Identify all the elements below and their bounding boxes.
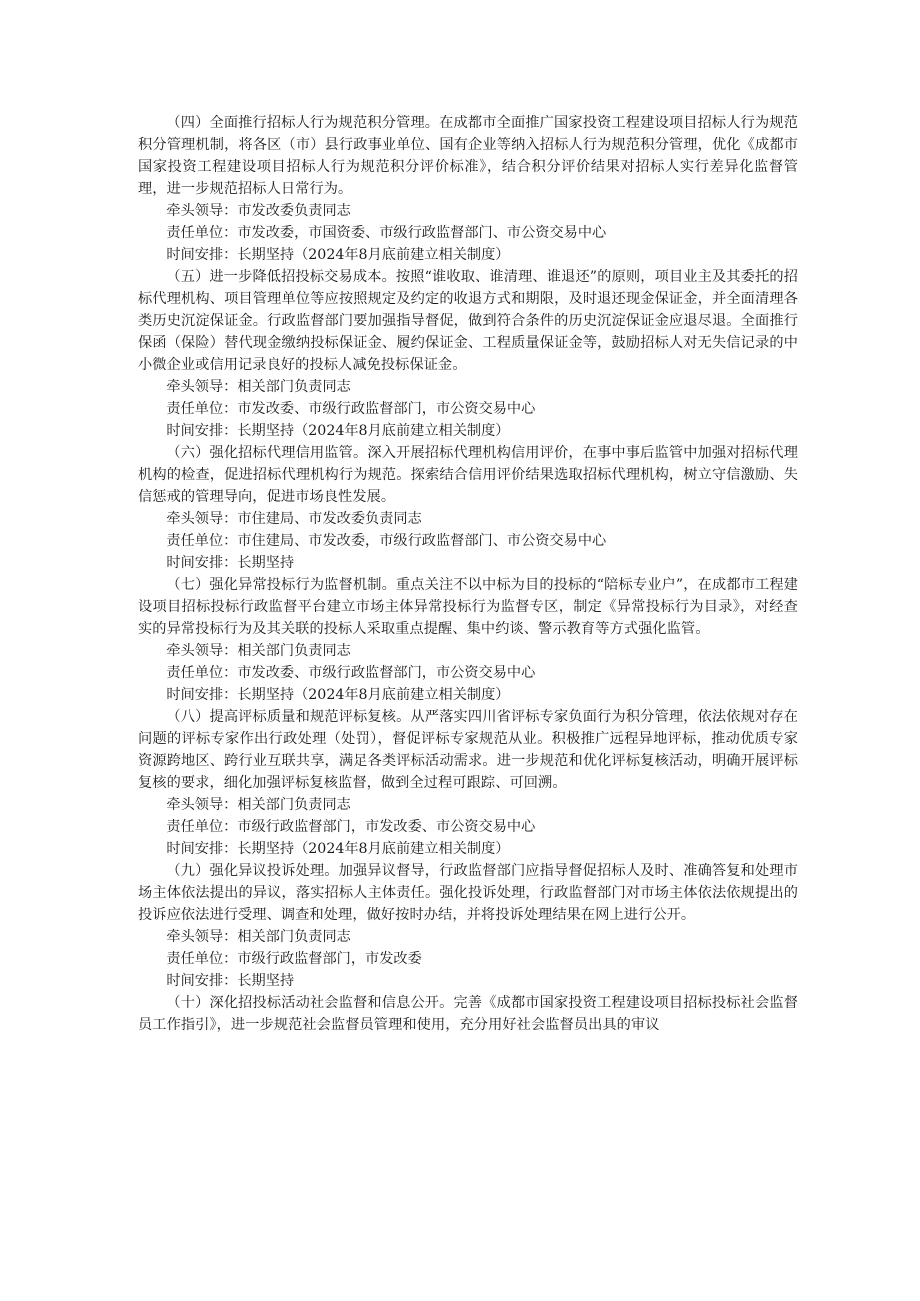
section-body: （六）强化招标代理信用监管。深入开展招标代理机构信用评价，在事中事后监管中加强对招标代理机构的检查，促进招标代理机构行为规范。探索结合信用评价结果选取招标代理机构，树立守信激励、失信惩戒的管理导向，促进市场良性发展。 [138, 445, 798, 505]
section-body: （九）强化异议投诉处理。加强异议督导，行政监督部门应指导督促招标人及时、准确答复和处理市场主体依法提出的异议，落实招标人主体责任。强化投诉处理，行政监督部门对市场主体依法依规提出的投诉应依法进行受理、调查和处理，做好按时办结，并将投诉处理结果在网上进行公开。 [138, 863, 798, 923]
responsible-units: 责任单位：市级行政监督部门，市发改委 [166, 951, 422, 967]
section-body: （五）进一步降低招投标交易成本。按照“谁收取、谁清理、谁退还”的原则，项目业主及其委托的招标代理机构、项目管理单位等应按照规定及约定的收退方式和期限，及时退还现金保证金，并全面清理各类历史沉淀保证金。行政监督部门要加强指导督促，做到符合条件的历史沉淀保证金应退尽退。全面推行保函（保险）替代现金缴纳投标保证金、履约保证金、工程质量保证金等，鼓励招标人对无失信记录的中小微企业或信用记录良好的投标人减免投标保证金。 [138, 269, 798, 373]
lead-leader: 牵头领导：市住建局、市发改委负责同志 [166, 511, 422, 527]
section-6 [138, 442, 798, 574]
responsible-units: 责任单位：市住建局、市发改委，市级行政监督部门、市公资交易中心 [166, 533, 607, 549]
lead-leader: 牵头领导：相关部门负责同志 [166, 929, 351, 945]
section-5 [138, 266, 798, 442]
lead-leader: 牵头领导：市发改委负责同志 [166, 203, 351, 219]
document-page [138, 112, 798, 1036]
time-schedule: 时间安排：长期坚持（2024年8月底前建立相关制度） [166, 423, 510, 439]
section-7 [138, 574, 798, 706]
section-4 [138, 112, 798, 266]
section-8 [138, 706, 798, 860]
section-9 [138, 860, 798, 992]
time-schedule: 时间安排：长期坚持 [166, 973, 295, 989]
section-body: （四）全面推行招标人行为规范积分管理。在成都市全面推广国家投资工程建设项目招标人行为规范积分管理机制，将各区（市）县行政事业单位、国有企业等纳入招标人行为规范积分管理，优化《成都市国家投资工程建设项目招标人行为规范积分评价标准》，结合积分评价结果对招标人实行差异化监督管理，进一步规范招标人日常行为。 [138, 115, 798, 197]
lead-leader: 牵头领导：相关部门负责同志 [166, 379, 351, 395]
responsible-units: 责任单位：市发改委，市国资委、市级行政监督部门、市公资交易中心 [166, 225, 607, 241]
responsible-units: 责任单位：市发改委、市级行政监督部门，市公资交易中心 [166, 401, 536, 417]
responsible-units: 责任单位：市发改委、市级行政监督部门，市公资交易中心 [166, 665, 536, 681]
time-schedule: 时间安排：长期坚持（2024年8月底前建立相关制度） [166, 247, 510, 263]
lead-leader: 牵头领导：相关部门负责同志 [166, 643, 351, 659]
section-10 [138, 992, 798, 1036]
responsible-units: 责任单位：市级行政监督部门，市发改委、市公资交易中心 [166, 819, 536, 835]
time-schedule: 时间安排：长期坚持（2024年8月底前建立相关制度） [166, 687, 510, 703]
time-schedule: 时间安排：长期坚持（2024年8月底前建立相关制度） [166, 841, 510, 857]
time-schedule: 时间安排：长期坚持 [166, 555, 295, 571]
section-body: （八）提高评标质量和规范评标复核。从严落实四川省评标专家负面行为积分管理，依法依规对存在问题的评标专家作出行政处理（处罚），督促评标专家规范从业。积极推广远程异地评标，推动优质专家资源跨地区、跨行业互联共享，满足各类评标活动需求。进一步规范和优化评标复核活动，明确开展评标复核的要求，细化加强评标复核监督，做到全过程可跟踪、可回溯。 [138, 709, 798, 791]
section-body: （十）深化招投标活动社会监督和信息公开。完善《成都市国家投资工程建设项目招标投标社会监督员工作指引》，进一步规范社会监督员管理和使用，充分用好社会监督员出具的审议 [138, 995, 798, 1033]
lead-leader: 牵头领导：相关部门负责同志 [166, 797, 351, 813]
section-body: （七）强化异常投标行为监督机制。重点关注不以中标为目的投标的“陪标专业户”，在成都市工程建设项目招标投标行政监督平台建立市场主体异常投标行为监督专区，制定《异常投标行为目录》，对经查实的异常投标行为及其关联的投标人采取重点提醒、集中约谈、警示教育等方式强化监管。 [138, 577, 798, 637]
